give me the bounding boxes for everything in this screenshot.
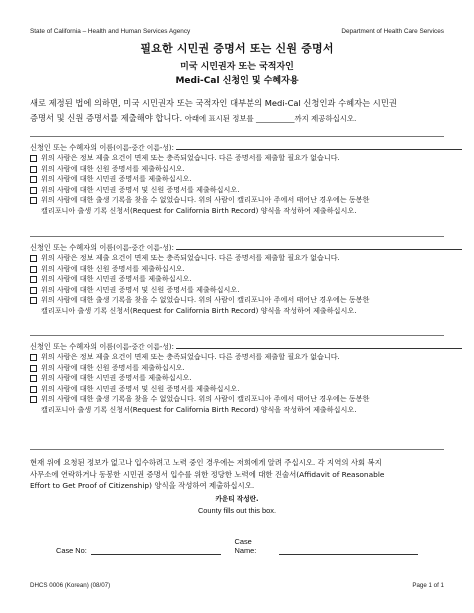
- checkbox[interactable]: [30, 155, 37, 162]
- option-identity[interactable]: 위의 사람에 대한 신원 증명서를 제출하십시오.: [30, 164, 444, 175]
- option-birth-record[interactable]: 위의 사람에 대한 출생 기록을 찾을 수 없었습니다. 위의 사람이 캘리포니아 주에서 태어난 경우에는 동봉한: [30, 295, 444, 306]
- county-label-english: County fills out this box.: [197, 506, 277, 515]
- checkbox[interactable]: [30, 266, 37, 273]
- case-no-field[interactable]: [91, 546, 221, 555]
- checkbox[interactable]: [30, 375, 37, 382]
- section-divider: [30, 449, 444, 450]
- case-name-label: Case Name:: [234, 537, 257, 555]
- checkbox[interactable]: [30, 187, 37, 194]
- option-birth-record[interactable]: 위의 사람에 대한 출생 기록을 찾을 수 없었습니다. 위의 사람이 캘리포니아 주에서 태어난 경우에는 동봉한: [30, 195, 444, 206]
- page-footer: [30, 582, 444, 589]
- applicant-section-1: 신청인 또는 수혜자의 이름(이름-중간 이름-성): 위의 사람은 정보 제출 요건이 면제 또는 충족되었습니다. 다른 증명서를 제출할 필요가 없습니다. 위의 사람에 대한 신원 증명서를 제출하십시오. 위의 사람에 대한 시민권 증명서를 제출하십시오. 위의 사람에 대한 시민권 증명서 및 신원 증명서를 제출하십시오. 위의 사람에 대한 출생 기록을 찾을 수 없었습니다. 위의 사람이 캘리포니아 주에서 태어난 경우에는 동봉한 캘리포니아 출생 기록 신청서(Request for California Birth Record) 양식을 작성하여 제출하십시오.: [30, 136, 444, 216]
- option-exempt[interactable]: 위의 사람은 정보 제출 요건이 면제 또는 충족되었습니다. 다른 증명서를 제출할 필요가 없습니다.: [30, 253, 444, 264]
- option-citizenship-and-identity[interactable]: 위의 사람에 대한 시민권 증명서 및 신원 증명서를 제출하십시오.: [30, 384, 444, 395]
- option-citizenship[interactable]: 위의 사람에 대한 시민권 증명서를 제출하십시오.: [30, 274, 444, 285]
- checkbox[interactable]: [30, 386, 37, 393]
- checkbox[interactable]: [30, 287, 37, 294]
- checkbox[interactable]: [30, 197, 37, 204]
- case-fields: [56, 537, 418, 555]
- applicant-section-2: 신청인 또는 수혜자의 이름(이름-중간 이름-성): 위의 사람은 정보 제출 요건이 면제 또는 충족되었습니다. 다른 증명서를 제출할 필요가 없습니다. 위의 사람에 대한 신원 증명서를 제출하십시오. 위의 사람에 대한 시민권 증명서를 제출하십시오. 위의 사람에 대한 시민권 증명서 및 신원 증명서를 제출하십시오. 위의 사람에 대한 출생 기록을 찾을 수 없었습니다. 위의 사람이 캘리포니아 주에서 태어난 경우에는 동봉한 캘리포니아 출생 기록 신청서(Request for California Birth Record) 양식을 작성하여 제출하십시오.: [30, 236, 444, 316]
- option-birth-record-cont: 캘리포니아 출생 기록 신청서(Request for California Birth Record) 양식을 작성하여 제출하십시오.: [41, 305, 357, 315]
- agency-name: State of California – Health and Human Services Agency: [30, 28, 191, 35]
- checkbox[interactable]: [30, 297, 37, 304]
- county-label-korean: 카운티 작성란.: [215, 495, 259, 503]
- option-birth-record-cont: 캘리포니아 출생 기록 신청서(Request for California Birth Record) 양식을 작성하여 제출하십시오.: [41, 404, 357, 414]
- checkbox[interactable]: [30, 396, 37, 403]
- applicant-section-3: 신청인 또는 수혜자의 이름(이름-중간 이름-성): 위의 사람은 정보 제출 요건이 면제 또는 충족되었습니다. 다른 증명서를 제출할 필요가 없습니다. 위의 사람에 대한 신원 증명서를 제출하십시오. 위의 사람에 대한 시민권 증명서를 제출하십시오. 위의 사람에 대한 시민권 증명서 및 신원 증명서를 제출하십시오. 위의 사람에 대한 출생 기록을 찾을 수 없었습니다. 위의 사람이 캘리포니아 주에서 태어난 경우에는 동봉한 캘리포니아 출생 기록 신청서(Request for California Birth Record) 양식을 작성하여 제출하십시오.: [30, 335, 444, 415]
- option-citizenship-and-identity[interactable]: 위의 사람에 대한 시민권 증명서 및 신원 증명서를 제출하십시오.: [30, 185, 444, 196]
- form-id: DHCS 0006 (Korean) (08/07): [30, 582, 111, 589]
- case-name-field[interactable]: [279, 546, 418, 555]
- applicant-name-label: 신청인 또는 수혜자의 이름: [30, 143, 114, 152]
- option-exempt[interactable]: 위의 사람은 정보 제출 요건이 면제 또는 충족되었습니다. 다른 증명서를 제출할 필요가 없습니다.: [30, 153, 444, 164]
- checkbox[interactable]: [30, 176, 37, 183]
- checkbox[interactable]: [30, 365, 37, 372]
- form-subtitle-1: 미국 시민권자 또는 국적자인: [180, 62, 294, 72]
- case-no-label: Case No:: [56, 546, 87, 555]
- applicant-name-label: 신청인 또는 수혜자의 이름: [30, 342, 114, 351]
- applicant-name-label: 신청인 또는 수혜자의 이름: [30, 243, 114, 252]
- department-name: Department of Health Care Services: [341, 28, 444, 35]
- checkbox[interactable]: [30, 276, 37, 283]
- option-identity[interactable]: 위의 사람에 대한 신원 증명서를 제출하십시오.: [30, 264, 444, 275]
- form-title: 필요한 시민권 증명서 또는 신원 증명서: [140, 42, 334, 55]
- option-citizenship[interactable]: 위의 사람에 대한 시민권 증명서를 제출하십시오.: [30, 174, 444, 185]
- option-citizenship-and-identity[interactable]: 위의 사람에 대한 시민권 증명서 및 신원 증명서를 제출하십시오.: [30, 285, 444, 296]
- checkbox[interactable]: [30, 354, 37, 361]
- intro-paragraph: [30, 96, 444, 127]
- applicant-name-field[interactable]: [176, 341, 462, 349]
- intro-line-2: 증명서 및 신원 증명서를 제출해야 합니다. 아래에 표시된 정보를 ___________까지 제공하십시오.: [30, 113, 357, 123]
- applicant-name-field[interactable]: [176, 242, 462, 250]
- checkbox[interactable]: [30, 255, 37, 262]
- page-header: [30, 28, 444, 35]
- checkbox[interactable]: [30, 166, 37, 173]
- page-number: Page 1 of 1: [412, 582, 444, 589]
- form-title-block: [0, 40, 474, 86]
- contact-instructions: 현재 위에 요청된 정보가 없고나 입수하려고 노력 중인 경우에는 저희에게 알려 주십시오. 각 지역의 사회 복지 사무소에 연락하거나 동봉한 시민권 증명서 입수를 위한 정당한 노력에 대한 진술서(Affidavit of Reasonable Effort to Get Proof of Citizenship) 양식을 작성하여 제출하십시오.: [30, 458, 385, 490]
- option-identity[interactable]: 위의 사람에 대한 신원 증명서를 제출하십시오.: [30, 363, 444, 374]
- intro-line-1: 새로 제정된 법에 의하면, 미국 시민권자 또는 국적자인 대부분의 Medi-Cal 신청인과 수혜자는 시민권: [30, 98, 397, 108]
- form-subtitle-2: Medi-Cal 신청인 및 수혜자용: [175, 76, 299, 86]
- option-citizenship[interactable]: 위의 사람에 대한 시민권 증명서를 제출하십시오.: [30, 373, 444, 384]
- applicant-name-field[interactable]: [176, 142, 462, 150]
- option-exempt[interactable]: 위의 사람은 정보 제출 요건이 면제 또는 충족되었습니다. 다른 증명서를 제출할 필요가 없습니다.: [30, 352, 444, 363]
- due-date-blank[interactable]: ___________: [256, 115, 295, 123]
- county-box-heading: [0, 493, 474, 515]
- option-birth-record[interactable]: 위의 사람에 대한 출생 기록을 찾을 수 없었습니다. 위의 사람이 캘리포니아 주에서 태어난 경우에는 동봉한: [30, 394, 444, 405]
- option-birth-record-cont: 캘리포니아 출생 기록 신청서(Request for California Birth Record) 양식을 작성하여 제출하십시오.: [41, 205, 357, 215]
